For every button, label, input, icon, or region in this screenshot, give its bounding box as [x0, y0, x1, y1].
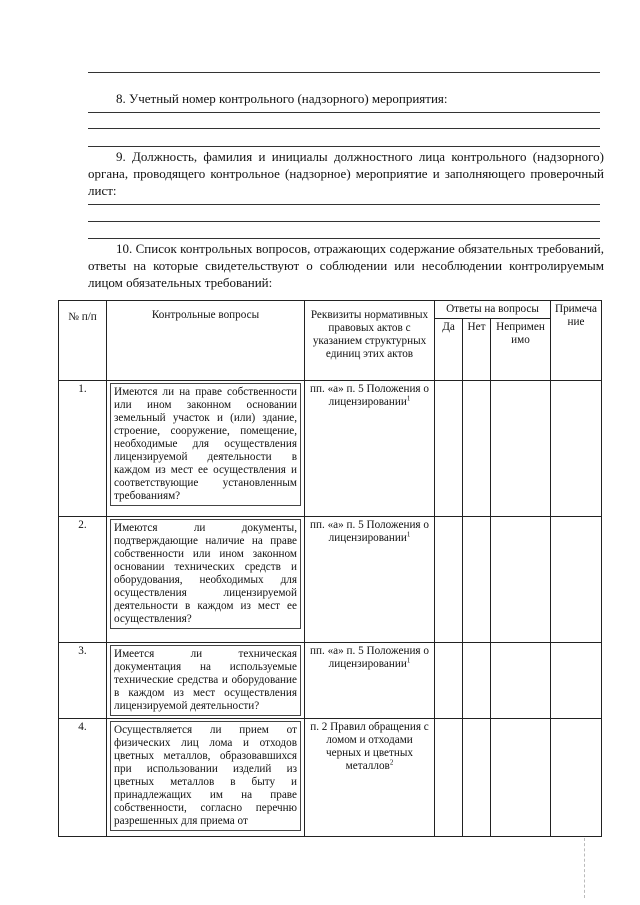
row-number: 3.: [59, 643, 107, 719]
requisite-text: пп. «а» п. 5 Положения о лицензировании: [310, 383, 429, 408]
note-cell[interactable]: [551, 643, 602, 719]
header-not-applicable: Неприменимо: [491, 319, 551, 381]
footnote-mark: 1: [406, 530, 411, 539]
answer-yes-cell[interactable]: [435, 719, 463, 837]
header-question: Контрольные вопросы: [107, 301, 305, 381]
question-cell: [107, 517, 305, 643]
table-row: [59, 381, 602, 517]
table-row: [59, 643, 602, 719]
question-text: Имеется ли техническая документация на используемые технические средства и оборудование в каждом из мест осуществления лицензируемой деятельности?: [110, 645, 301, 716]
question-text: Имеются ли документы, подтверждающие наличие на праве собственности или ином законном основании технических средств и оборудования, необходимых для осуществления лицензируемой деятельности в каждом из мест ее осуществления?: [110, 519, 301, 629]
header-answers: Ответы на вопросы: [435, 301, 551, 319]
question-cell: [107, 381, 305, 517]
answer-na-cell[interactable]: [491, 643, 551, 719]
table-header-row: [59, 301, 602, 319]
row-number: 2.: [59, 517, 107, 643]
answer-no-cell[interactable]: [463, 381, 491, 517]
requisite-text: пп. «а» п. 5 Положения о лицензировании: [310, 645, 429, 670]
question-text: Имеются ли на праве собственности или ином законном основании земельный участок и (или) здание, строение, сооружение, помещение, необходимые для осуществления лицензируемой деятельности в каждом из мест ее осуществления и соответствующие установленным требованиям?: [110, 383, 301, 506]
footnote-mark: 1: [406, 656, 411, 665]
row-number: 1.: [59, 381, 107, 517]
answer-na-cell[interactable]: [491, 381, 551, 517]
requisite-text: п. 2 Правил обращения с ломом и отходами черных и цветных металлов: [310, 721, 429, 772]
table-row: [59, 517, 602, 643]
answer-na-cell[interactable]: [491, 719, 551, 837]
answer-no-cell[interactable]: [463, 719, 491, 837]
requisite-cell: [305, 643, 435, 719]
header-note: Примечание: [551, 301, 602, 381]
note-cell[interactable]: [551, 381, 602, 517]
header-no: Нет: [463, 319, 491, 381]
footnote-mark: 1: [406, 394, 411, 403]
blank-line: [88, 238, 600, 239]
accounting-number-label: 8. Учетный номер контрольного (надзорного) мероприятия:: [116, 91, 448, 106]
question-text: Осуществляется ли прием от физических лиц лома и отходов цветных металлов, образовавшихся при использовании изделий из цветных металлов в быту и принадлежащих им на праве собственности, согласно перечню разрешенных для приема от: [110, 721, 301, 831]
inspector-label: 9. Должность, фамилия и инициалы должностного лица контрольного (надзорного) органа, проводящего контрольное (надзорное) мероприятие и заполняющего проверочный лист:: [88, 149, 604, 198]
checklist-table: [58, 300, 602, 837]
requisite-cell: [305, 517, 435, 643]
answer-yes-cell[interactable]: [435, 643, 463, 719]
note-cell[interactable]: [551, 719, 602, 837]
answer-na-cell[interactable]: [491, 517, 551, 643]
note-cell[interactable]: [551, 517, 602, 643]
answer-yes-cell[interactable]: [435, 517, 463, 643]
answer-no-cell[interactable]: [463, 643, 491, 719]
checklist-intro: 10. Список контрольных вопросов, отражающих содержание обязательных требований, ответы на которые свидетельствуют о соблюдении или несоблюдении контролируемым лицом обязательных требований:: [88, 241, 604, 290]
blank-line: [88, 221, 600, 222]
requisite-cell: [305, 381, 435, 517]
answer-no-cell[interactable]: [463, 517, 491, 643]
header-yes: Да: [435, 319, 463, 381]
blank-line: [88, 146, 600, 147]
answer-yes-cell[interactable]: [435, 381, 463, 517]
row-number: 4.: [59, 719, 107, 837]
blank-line: [88, 128, 600, 129]
blank-line: [88, 112, 600, 113]
scan-margin-line: [584, 838, 585, 898]
requisite-cell: [305, 719, 435, 837]
question-cell: [107, 643, 305, 719]
blank-line: [88, 204, 600, 205]
requisite-text: пп. «а» п. 5 Положения о лицензировании: [310, 519, 429, 544]
table-row: [59, 719, 602, 837]
footnote-mark: 2: [389, 758, 394, 767]
blank-line: [88, 72, 600, 73]
header-number: № п/п: [59, 301, 107, 381]
question-cell: [107, 719, 305, 837]
header-requisites: Реквизиты нормативных правовых актов с указанием структурных единиц этих актов: [305, 301, 435, 381]
